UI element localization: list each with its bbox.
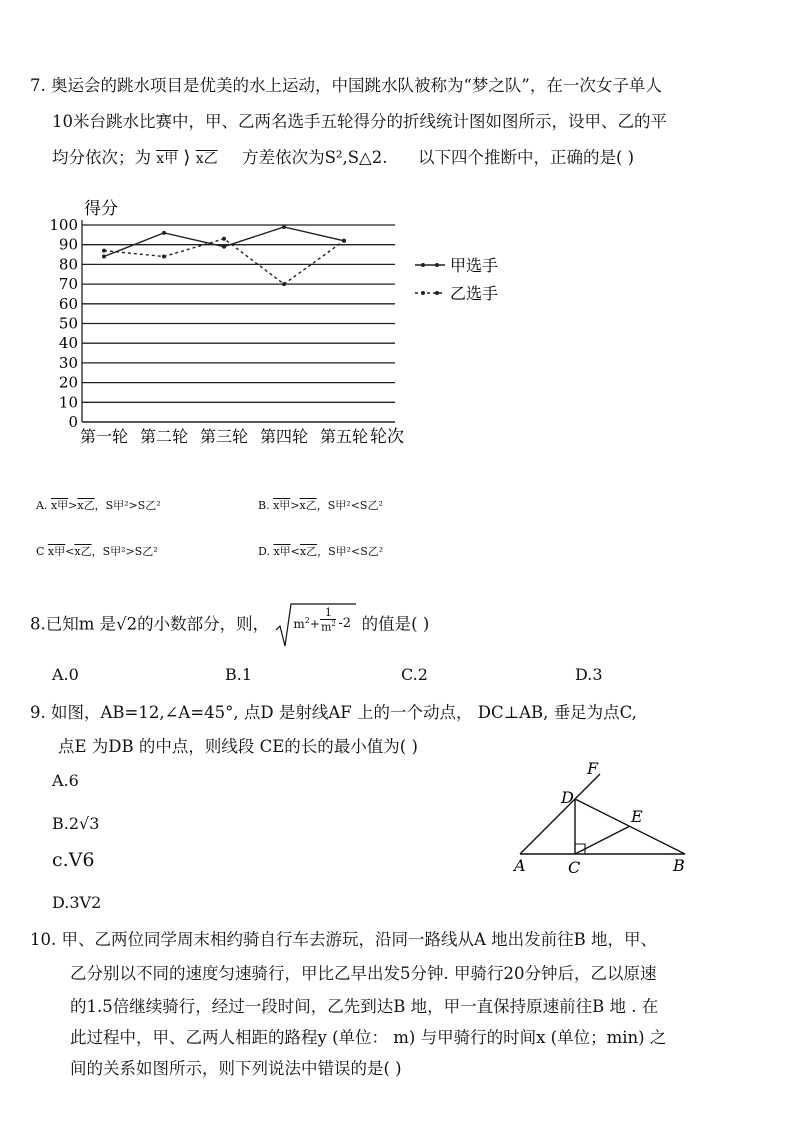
score-line-chart bbox=[40, 190, 520, 455]
q8-prefix: 8.已知m 是√2的小数部分，则， bbox=[30, 614, 270, 634]
option-c-op: < bbox=[65, 545, 75, 558]
option-a-left: x甲 bbox=[50, 499, 69, 512]
q9-option-c[interactable]: c.V6 bbox=[52, 849, 95, 871]
data-point bbox=[102, 249, 106, 253]
q8-sup2: 2 bbox=[331, 620, 336, 628]
q8-option-a[interactable]: A.0 bbox=[52, 665, 79, 684]
data-point bbox=[282, 225, 286, 229]
y-tick-label: 100 bbox=[49, 216, 78, 234]
q10-line2: 乙分别以不同的速度匀速骑行，甲比乙早出发5分钟. 甲骑行20分钟后，乙以原速 bbox=[70, 964, 657, 983]
q7-option-b[interactable] bbox=[258, 497, 383, 513]
x-tick-label: 第二轮 bbox=[139, 427, 189, 446]
y-tick-label: 30 bbox=[58, 353, 78, 372]
option-d-left: x甲 bbox=[273, 545, 291, 558]
option-b-op: > bbox=[290, 499, 300, 512]
q8-plus: + bbox=[309, 617, 320, 631]
q8-m: m bbox=[293, 617, 305, 631]
option-a-op: > bbox=[68, 499, 78, 512]
q9-option-a[interactable]: A.6 bbox=[52, 771, 79, 790]
q7-xyi: x乙 bbox=[195, 151, 218, 167]
data-point bbox=[222, 245, 226, 249]
data-point bbox=[102, 255, 106, 259]
q8-sup1: 2 bbox=[304, 616, 310, 625]
geometry-figure bbox=[505, 760, 705, 880]
q7-line3-mid: 方差依次为S²,S△2. bbox=[242, 148, 388, 167]
y-tick-label: 50 bbox=[58, 314, 78, 333]
y-tick-label: 70 bbox=[58, 275, 78, 294]
q7-line3-prefix: 均分依次；为 bbox=[52, 148, 151, 167]
x-tick-label: 第三轮 bbox=[199, 427, 249, 446]
y-tick-label: 60 bbox=[58, 294, 78, 313]
option-d-variance: ，S甲²<S乙² bbox=[317, 545, 384, 558]
q7-xjia: x甲 bbox=[156, 151, 179, 167]
q8-option-c[interactable]: C.2 bbox=[401, 665, 428, 684]
y-tick-label: 20 bbox=[58, 373, 78, 392]
chart-x-ticks bbox=[80, 427, 368, 446]
chart-x-label: 轮次 bbox=[370, 427, 404, 447]
point-b-label: B bbox=[673, 856, 685, 875]
option-label: C bbox=[36, 545, 45, 558]
legend-marker bbox=[435, 263, 439, 267]
x-tick-label: 第五轮 bbox=[319, 427, 369, 446]
chart-series bbox=[102, 225, 346, 286]
chart-legend bbox=[415, 256, 498, 303]
option-label: D. bbox=[258, 545, 270, 558]
q10-line4: 此过程中，甲、乙两人相距的路程y (单位： m) 与甲骑行的时间x (单位；min) 之 bbox=[70, 1028, 667, 1047]
q7-option-c[interactable] bbox=[36, 543, 158, 559]
q8-option-b[interactable]: B.1 bbox=[225, 665, 253, 684]
option-d-op: < bbox=[290, 545, 300, 558]
point-d-label: D bbox=[561, 788, 574, 807]
y-tick-label: 40 bbox=[58, 334, 78, 353]
q7-line3-end: 以下四个推断中，正确的是( ) bbox=[418, 148, 635, 167]
point-c-label: C bbox=[568, 858, 581, 877]
legend-marker bbox=[421, 291, 425, 295]
data-point bbox=[162, 255, 166, 259]
option-b-variance: ，S甲²<S乙² bbox=[316, 499, 383, 512]
q9-option-d[interactable]: D.3V2 bbox=[52, 893, 102, 912]
option-a-variance: ，S甲²>S乙² bbox=[94, 499, 161, 512]
y-tick-label: 90 bbox=[58, 235, 78, 254]
option-label: A. bbox=[36, 499, 48, 512]
option-a-right: x乙 bbox=[77, 499, 95, 512]
q9-line2: 点E 为DB 的中点，则线段 CE的长的最小值为( ) bbox=[58, 737, 418, 756]
point-f-label: F bbox=[587, 760, 599, 778]
chart-y-label: 得分 bbox=[84, 199, 118, 219]
q8-option-d[interactable]: D.3 bbox=[575, 665, 603, 684]
option-d-right: x乙 bbox=[299, 545, 318, 558]
q10-line1: 10. 甲、乙两位同学周末相约骑自行车去游玩，沿同一路线从A 地出发前往B 地，甲、 bbox=[30, 930, 658, 949]
option-c-left: x甲 bbox=[47, 545, 66, 558]
q10-line3: 的1.5倍继续骑行，经过一段时间，乙先到达B 地，甲一直保持原速前往B 地 . 在 bbox=[70, 997, 659, 1016]
data-point bbox=[342, 239, 346, 243]
legend-marker bbox=[435, 291, 439, 295]
q8-radical bbox=[274, 602, 356, 648]
q8-line bbox=[30, 602, 429, 648]
legend-label: 甲选手 bbox=[450, 256, 499, 275]
y-tick-label: 80 bbox=[58, 255, 78, 274]
option-label: B. bbox=[258, 499, 270, 512]
data-point bbox=[282, 282, 286, 286]
q9-option-b[interactable]: B.2√3 bbox=[52, 814, 100, 833]
q8-suffix: 的值是( ) bbox=[361, 614, 430, 634]
x-tick-label: 第四轮 bbox=[259, 427, 309, 446]
ray-af bbox=[520, 774, 600, 854]
option-c-variance: ，S甲²>S乙² bbox=[91, 545, 158, 558]
segment-ce bbox=[575, 826, 630, 854]
x-tick-label: 第一轮 bbox=[79, 427, 129, 446]
q8-frac-num: 1 bbox=[320, 606, 336, 620]
chart-y-ticks bbox=[49, 216, 78, 431]
q7-option-d[interactable] bbox=[258, 543, 383, 559]
point-a-label: A bbox=[514, 856, 526, 875]
legend-label: 乙选手 bbox=[450, 284, 499, 303]
q8-minus2: -2 bbox=[338, 616, 352, 631]
data-point bbox=[162, 231, 166, 235]
option-c-right: x乙 bbox=[74, 545, 92, 558]
series-line bbox=[104, 227, 344, 257]
q7-line2: 10米台跳水比赛中，甲、乙两名选手五轮得分的折线统计图如图所示，设甲、乙的平 bbox=[52, 112, 667, 131]
point-e-label: E bbox=[631, 807, 643, 826]
q7-line3: 均分依次；为 x甲 ⟩ x乙 方差依次为S²,S△2. 以下四个推断中，正确的是( ) bbox=[52, 147, 635, 168]
q7-option-a[interactable] bbox=[36, 497, 161, 513]
q9-line1: 9. 如图，AB=12,∠A=45°, 点D 是射线AF 上的一个动点， DC⊥AB, 垂足为点C, bbox=[30, 703, 637, 722]
y-tick-label: 10 bbox=[58, 393, 78, 412]
q7-line1: 7. 奥运会的跳水项目是优美的水上运动，中国跳水队被称为“梦之队”，在一次女子单人 bbox=[30, 76, 662, 95]
chart-grid bbox=[82, 220, 395, 422]
option-b-left: x甲 bbox=[273, 499, 291, 512]
y-tick-label: 0 bbox=[68, 413, 78, 431]
legend-marker bbox=[421, 263, 425, 267]
data-point bbox=[222, 237, 226, 241]
option-b-right: x乙 bbox=[299, 499, 317, 512]
q10-line5: 间的关系如图所示，则下列说法中错误的是( ) bbox=[70, 1059, 402, 1078]
q8-frac-den: m bbox=[320, 620, 332, 634]
